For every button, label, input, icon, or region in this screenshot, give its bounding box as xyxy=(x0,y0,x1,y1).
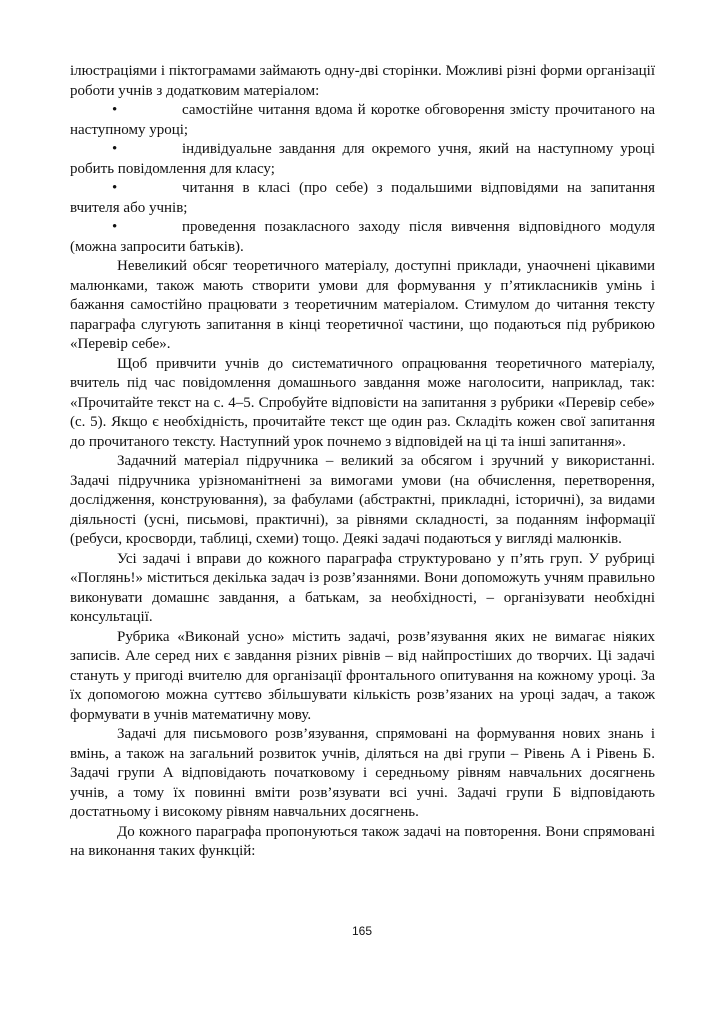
bullet-item xyxy=(70,101,655,140)
page-body xyxy=(70,62,655,862)
bullet-text: індивідуальне завдання для окремого учня, який на наступному уроці робить повідомлення для класу; xyxy=(70,141,655,177)
bullet-text: проведення позакласного заходу після вивчення відповідного модуля (можна запросити батьків). xyxy=(70,219,655,255)
bullet-icon: • xyxy=(112,102,118,118)
page-number: 165 xyxy=(351,924,373,938)
bullet-text: читання в класі (про себе) з подальшими відповідями на запитання вчителя або учнів; xyxy=(70,180,655,216)
bullet-item xyxy=(70,179,655,218)
bullet-item xyxy=(70,140,655,179)
body-paragraph: Щоб привчити учнів до систематичного опрацювання теоретичного матеріалу, вчитель під час повідомлення домашнього завдання може наголосити, наприклад, так: «Прочитайте текст на с. 4–5. Спробуйте відповісти на запитання з рубрики «Перевір себе» (с. 5). Якщо є необхідність, прочитайте текст ще один раз. Складіть кожен свої запитання до прочитаного тексту. Наступний урок почнемо з відповідей на ці та інші запитання». xyxy=(70,355,655,450)
body-paragraph: Задачний матеріал підручника – великий за обсягом і зручний у використанні. Задачі підручника урізноманітнені за вимогами умови (на обчислення, перетворення, дослідження, конструювання), за фабулами (абстрактні, прикладні, історичні), за видами діяльності (усні, письмові, практичні), за рівнями складності, за поданням інформації (ребуси, кросворди, таблиці, схеми) тощо. Деякі задачі подаються у вигляді малюнків. xyxy=(70,453,655,547)
intro-paragraph: ілюстраціями і піктограмами займають одну-дві сторінки. Можливі різні форми організації роботи учнів з додатковим матеріалом: xyxy=(70,63,655,99)
bullet-icon: • xyxy=(112,180,118,196)
bullet-item xyxy=(70,218,655,257)
body-paragraph: До кожного параграфа пропонуються також задачі на повторення. Вони спрямовані на виконання таких функцій: xyxy=(70,823,655,859)
bullet-icon: • xyxy=(112,141,118,157)
body-paragraph: Рубрика «Виконай усно» містить задачі, розв’язування яких не вимагає ніяких записів. Але серед них є завдання різних рівнів – від найпростіших до творчих. Ці задачі стануть у пригоді вчителю для організації фронтального опитування на кожному уроці. За їх допомогою можна суттєво збільшувати кількість розв’язаних на уроці задач, а також формувати в учнів математичну мову. xyxy=(70,628,655,723)
body-paragraph: Задачі для письмового розв’язування, спрямовані на формування нових знань і вмінь, а також на загальний розвиток учнів, діляться на дві групи – Рівень А і Рівень Б. Задачі групи А відповідають початковому і середньому рівням навчальних досягнень учнів, а тому їх повинні вміти розв’язувати всі учні. Задачі групи Б відповідають достатньому і високому рівням навчальних досягнень. xyxy=(70,726,655,820)
body-paragraph: Невеликий обсяг теоретичного матеріалу, доступні приклади, унаочнені цікавими малюнками, також мають створити умови для формування у п’ятикласників умінь і бажання самостійно працювати з теоретичним матеріалом. Стимулом до читання тексту параграфа слугують запитання в кінці теоретичної частини, що подаються під рубрикою «Перевір себе». xyxy=(70,258,655,352)
bullet-icon: • xyxy=(112,219,118,235)
bullet-text: самостійне читання вдома й коротке обговорення змісту прочитаного на наступному уроці; xyxy=(70,102,655,138)
body-paragraph: Усі задачі і вправи до кожного параграфа структуровано у п’ять груп. У рубриці «Поглянь!» міститься декілька задач із розв’язаннями. Вони допоможуть учням правильно виконувати домашнє завдання, а батькам, за необхідності, – організувати необхідні консультації. xyxy=(70,550,655,625)
